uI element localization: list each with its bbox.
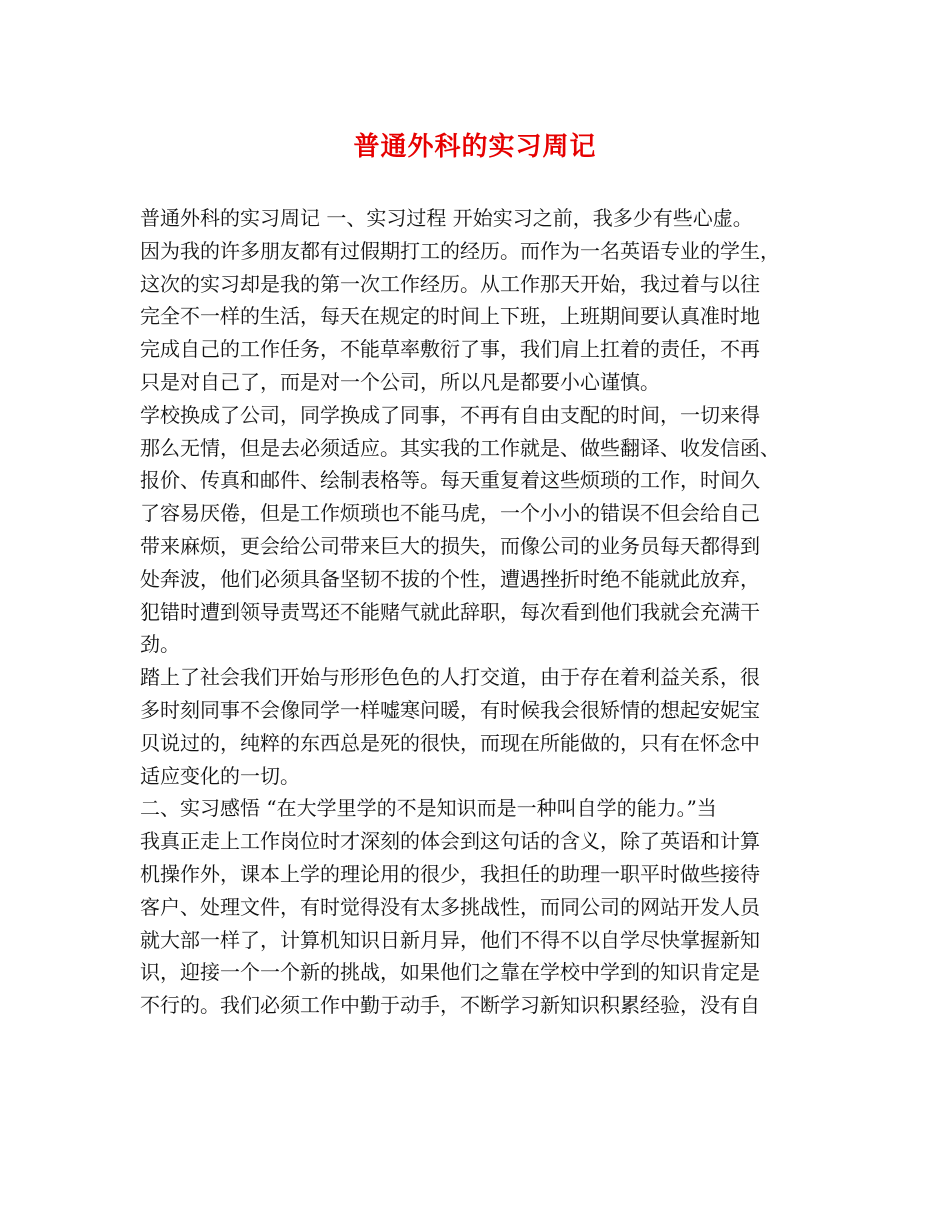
body-line: 劲。: [140, 632, 180, 657]
body-line: 二、实习感悟 “在大学里学的不是知识而是一种叫自学的能力。”当: [140, 796, 717, 821]
body-line: 带来麻烦，更会给公司带来巨大的损失，而像公司的业务员每天都得到: [140, 533, 760, 558]
body-line: 犯错时遭到领导责骂还不能赌气就此辞职，每次看到他们我就会充满干: [140, 599, 760, 624]
body-line: 完全不一样的生活，每天在规定的时间上下班，上班期间要认真准时地: [140, 304, 760, 329]
body-line: 完成自己的工作任务，不能草率敷衍了事，我们肩上扛着的责任，不再: [140, 337, 760, 362]
body-line: 踏上了社会我们开始与形形色色的人打交道，由于存在着利益关系，很: [140, 665, 760, 690]
document-body: [140, 202, 812, 1022]
body-line: 机操作外，课本上学的理论用的很少，我担任的助理一职平时做些接待: [140, 861, 760, 886]
body-line: 报价、传真和邮件、绘制表格等。每天重复着这些烦琐的工作，时间久: [140, 468, 760, 493]
document-title: 普通外科的实习周记: [353, 132, 597, 162]
body-line: 学校换成了公司，同学换成了同事，不再有自由支配的时间，一切来得: [140, 402, 760, 427]
body-line: 这次的实习却是我的第一次工作经历。从工作那天开始，我过着与以往: [140, 271, 760, 296]
body-line: 因为我的许多朋友都有过假期打工的经历。而作为一名英语专业的学生，: [140, 238, 780, 263]
body-line: 客户、处理文件，有时觉得没有太多挑战性，而同公司的网站开发人员: [140, 894, 760, 919]
body-line: 识，迎接一个一个新的挑战，如果他们之靠在学校中学到的知识肯定是: [140, 960, 760, 985]
body-line: 不行的。我们必须工作中勤于动手，不断学习新知识积累经验，没有自: [140, 993, 760, 1018]
body-line: 贝说过的，纯粹的东西总是死的很快，而现在所能做的，只有在怀念中: [140, 730, 760, 755]
body-line: 我真正走上工作岗位时才深刻的体会到这句话的含义，除了英语和计算: [140, 829, 760, 854]
body-line: 了容易厌倦，但是工作烦琐也不能马虎，一个小小的错误不但会给自己: [140, 501, 760, 526]
body-line: 就大部一样了，计算机知识日新月异，他们不得不以自学尽快掌握新知: [140, 927, 760, 952]
body-line: 普通外科的实习周记 一、实习过程 开始实习之前，我多少有些心虚。: [140, 206, 753, 230]
body-line: 处奔波，他们必须具备坚韧不拔的个性，遭遇挫折时绝不能就此放弃，: [140, 566, 760, 591]
body-line: 多时刻同事不会像同学一样嘘寒问暖，有时候我会很矫情的想起安妮宝: [140, 697, 760, 722]
body-line: 那么无情，但是去必须适应。其实我的工作就是、做些翻译、收发信函、: [140, 435, 780, 460]
body-line: 只是对自己了，而是对一个公司，所以凡是都要小心谨慎。: [140, 369, 660, 394]
body-line: 适应变化的一切。: [140, 763, 300, 788]
